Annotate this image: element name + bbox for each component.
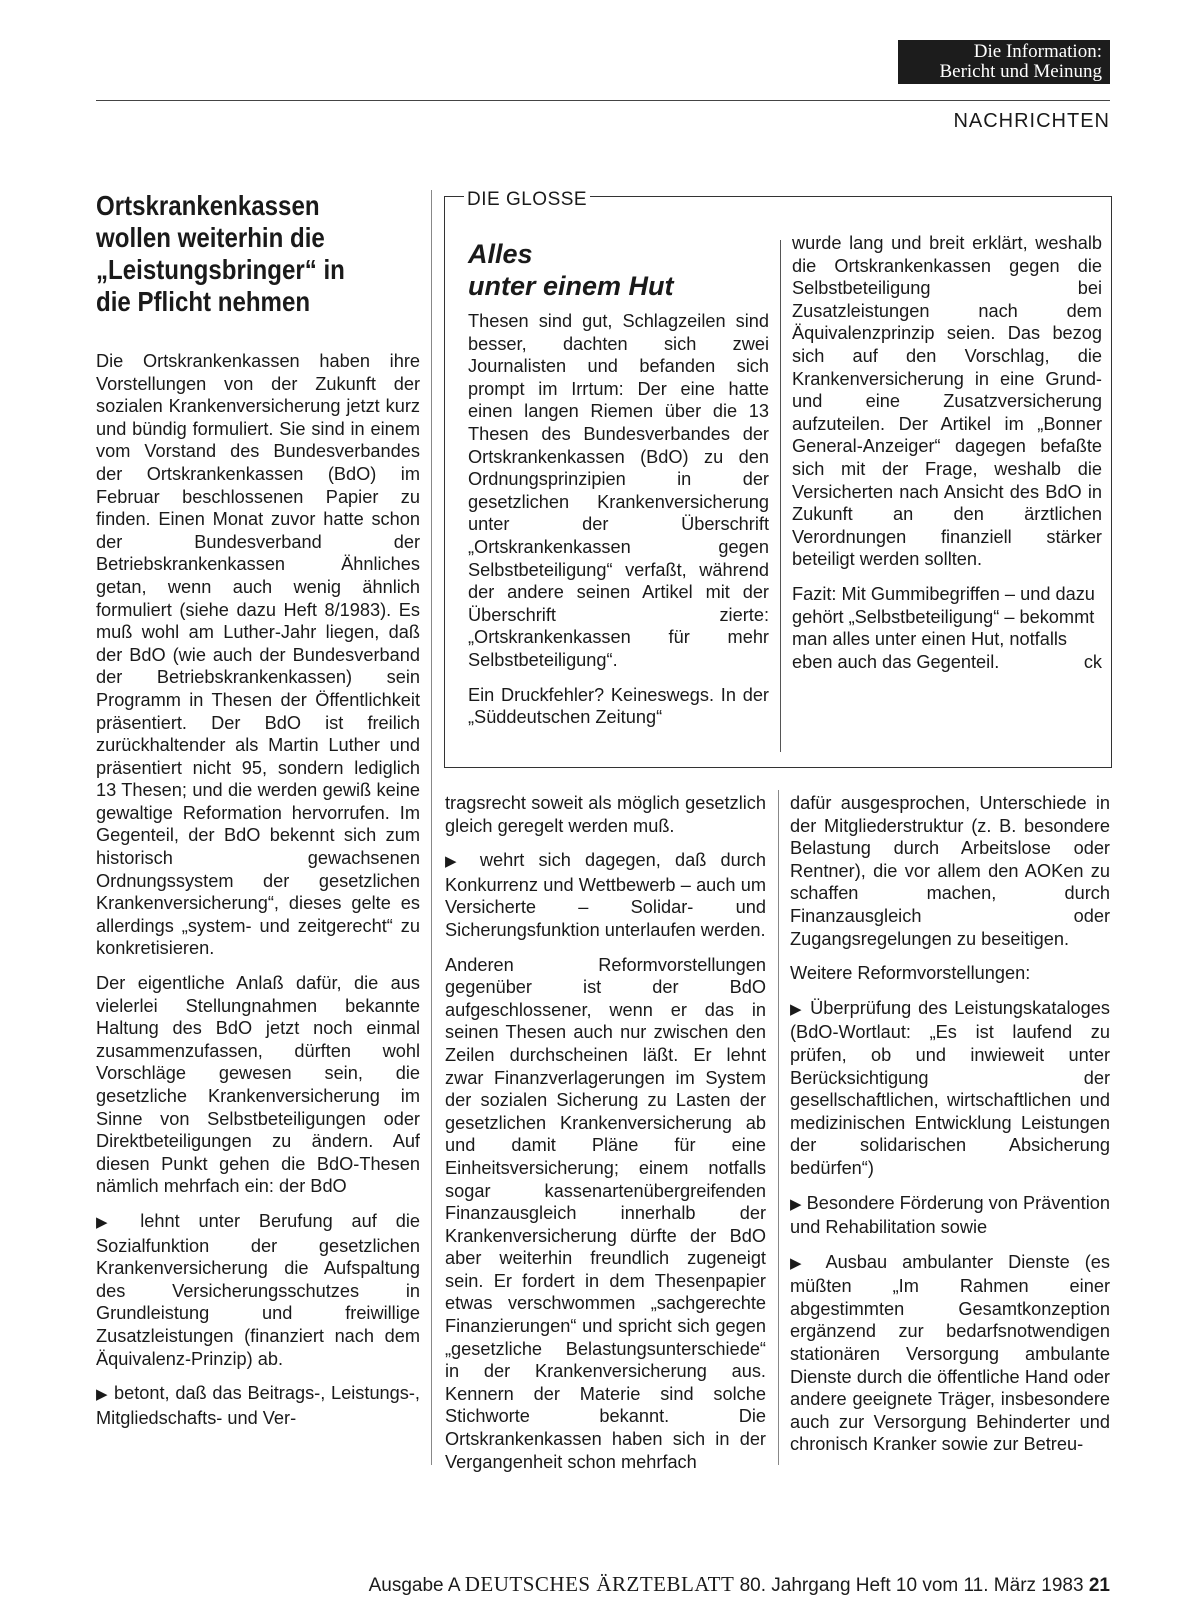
triangle-bullet-icon: ▶ bbox=[790, 1195, 802, 1213]
bullet-paragraph bbox=[790, 997, 1110, 1180]
triangle-bullet-icon: ▶ bbox=[790, 1254, 812, 1272]
bullet-text: lehnt unter Berufung auf die Sozialfunktion der gesetzlichen Krankenversicherung die Aufspaltung des Versicherungsschutzes in Grundleistung und freiwillige Zusatzleistungen (finanziert nach dem Äquivalenz-Prinzip) ab. bbox=[96, 1210, 420, 1369]
triangle-bullet-icon: ▶ bbox=[790, 1000, 804, 1018]
bullet-text: betont, daß das Beitrags-, Leistungs-, Mitgliedschafts- und Ver- bbox=[96, 1383, 420, 1428]
bullet-paragraph bbox=[790, 1251, 1110, 1456]
glosse-paragraph: Thesen sind gut, Schlagzeilen sind besser, dachten sich zwei Journalisten und befanden sich prompt im Irrtum: Der eine hatte einen langen Riemen über die 13 Thesen des Bundesverbandes der Ortskrankenkassen (BdO) zu den Ordnungsprinzipien in der gesetzlichen Krankenversicherung unter der Überschrift „Ortskrankenkassen gegen Selbstbeteiligung“ verfaßt, während der andere seinen Artikel mit der Überschrift zierte: „Ortskrankenkassen für mehr Selbstbeteiligung“. bbox=[468, 311, 769, 670]
triangle-bullet-icon: ▶ bbox=[445, 853, 466, 871]
article-paragraph: Anderen Reformvorstellungen gegenüber ist der BdO aufgeschlossener, wenn er das in seinen Thesen auch nur zwischen den Zeilen durchscheinen läßt. Er lehnt zwar Finanzverlagerungen im System der sozialen Sicherung zu Lasten der gesetzlichen Krankenversicherung ab und damit Pläne für eine Einheitsversicherung; einem notfalls sogar kassenartenübergreifenden Finanzausgleich innerhalb der Krankenversicherung dürfte der BdO aber weiterhin freundlich zugeneigt sein. Er fordert in dem Thesenpapier etwas verschwommen „sachgerechte Finanzierungen“ und spricht sich gegen „gesetzliche Belastungsunterschiede“ in der Krankenversicherung aus. Kennern der Materie sind solche Stichworte bekannt. Die Ortskrankenkassen haben sich in der Vergangenheit schon mehrfach bbox=[445, 954, 766, 1472]
triangle-bullet-icon: ▶ bbox=[96, 1386, 109, 1404]
article-paragraph: Die Ortskrankenkassen haben ihre Vorstellungen von der Zukunft der sozialen Krankenversicherung jetzt kurz und bündig formuliert. Sie sind in einem vom Vorstand des Bundesverbandes der Ortskrankenkassen (BdO) im Februar beschlossenen Papier zu finden. Einen Monat zuvor hatte schon der Bundesverband der Betriebskrankenkassen Ähnliches getan, wenn auch wenig ähnlich formuliert (siehe dazu Heft 8/1983). Es muß wohl am Luther-Jahr liegen, daß der BdO (wie auch der Bundesverband der Betriebskrankenkassen) sein Programm in Thesen der Öffentlichkeit präsentiert. Der BdO ist freilich zurückhaltender als Martin Luther und präsentiert nicht 95, sondern lediglich 13 Thesen; und die werden gewiß keine gewaltige Reformation hervorrufen. Im Gegenteil, der BdO bekennt sich zum historisch gewachsenen Ordnungssystem der gesetzlichen Krankenversicherung“, dieses gelte es allerdings „system- und zeitgerecht“ zu konkretisieren. bbox=[96, 351, 420, 959]
glosse-column-divider bbox=[780, 240, 781, 752]
bullet-text: Besondere Förderung von Prävention und Rehabilitation sowie bbox=[790, 1192, 1110, 1238]
article-paragraph: tragsrecht soweit als möglich gesetzlich gleich geregelt werden muß. bbox=[445, 793, 766, 836]
glosse-title bbox=[468, 238, 674, 302]
glosse-paragraph: wurde lang und breit erklärt, weshalb die Ortskrankenkassen gegen die Selbstbeteiligung bei Zusatzleistungen nach dem Äquivalenzprinzip seien. Das bezog sich auf den Vorschlag, die Krankenversicherung in eine Grund- und eine Zusatzversicherung aufzuteilen. Der Artikel im „Bonner General-Anzeiger“ dagegen befaßte sich mit der Frage, weshalb die Versicherten nach Ansicht des BdO in Zukunft an den ärztlichen Verordnungen finanziell stärker beteiligt werden sollten. bbox=[792, 233, 1102, 570]
article-headline: Ortskrankenkassen wollen weiterhin die „Leistungsbringer“ in die Pflicht nehmen bbox=[96, 190, 345, 317]
page-footer bbox=[305, 1572, 1110, 1597]
footer-issue: 80. Jahrgang Heft 10 vom 11. März 1983 bbox=[739, 1575, 1084, 1596]
article-subheading: Weitere Reformvorstellungen: bbox=[790, 963, 1031, 984]
triangle-bullet-icon: ▶ bbox=[96, 1213, 122, 1231]
bullet-paragraph bbox=[445, 849, 766, 941]
page-number: 21 bbox=[1088, 1575, 1110, 1596]
bullet-paragraph bbox=[790, 1192, 1110, 1239]
article-column-3 bbox=[790, 792, 1110, 1456]
glosse-paragraph: Ein Druckfehler? Keineswegs. In der „Süddeutschen Zeitung“ bbox=[468, 684, 769, 728]
bullet-text: wehrt sich dagegen, daß durch Konkurrenz und Wettbewerb – auch um Versicherte – Solidar- und Sicherungsfunktion unterlaufen werden. bbox=[445, 850, 766, 940]
article-paragraph: Der eigentliche Anlaß dafür, die aus vielerlei Stellungnahmen bekannte Haltung des BdO jetzt noch einmal zusammenzufassen, dürften wohl Vorschläge gewesen sein, die gesetzliche Krankenversicherung im Sinne von Selbstbeteiligungen oder Direktbeteiligungen zu ändern. Auf diesen Punkt gehen die BdO-Thesen nämlich mehrfach ein: der BdO bbox=[96, 973, 420, 1197]
article-column-2 bbox=[445, 792, 766, 1473]
section-label: NACHRICHTEN bbox=[953, 110, 1110, 132]
bullet-paragraph bbox=[96, 1210, 420, 1370]
author-initials: ck bbox=[1083, 651, 1102, 672]
section-badge bbox=[898, 40, 1110, 84]
footer-edition: Ausgabe A bbox=[368, 1575, 460, 1596]
badge-line-1: Die Information: bbox=[973, 41, 1102, 62]
glosse-paragraph bbox=[792, 583, 1102, 673]
glosse-column-1 bbox=[468, 310, 769, 729]
glosse-title-line-1: Alles bbox=[468, 239, 533, 269]
glosse-label: DIE GLOSSE bbox=[464, 189, 590, 211]
glosse-conclusion: Fazit: Mit Gummibegriffen – und dazu gehört „Selbstbeteiligung“ – bekommt man alles unter einen Hut, notfalls eben auch das Gegenteil. bbox=[792, 583, 1095, 672]
glosse-column-2 bbox=[792, 232, 1102, 673]
header-rule bbox=[96, 100, 1110, 101]
footer-journal: DEUTSCHES ÄRZTEBLATT bbox=[464, 1572, 735, 1596]
bullet-text: Überprüfung des Leistungskataloges (BdO-Wortlaut: „Es ist laufend zu prüfen, ob und inwieweit unter Berücksichtigung der gesellschaftlichen, wirtschaftlichen und medizinischen Entwicklung Leistungen der solidarischen Absicherung bedürfen“) bbox=[790, 997, 1110, 1178]
glosse-title-line-2: unter einem Hut bbox=[468, 271, 674, 301]
bullet-text: Ausbau ambulanter Dienste (es müßten „Im Rahmen einer abgestimmten Gesamtkonzeption ergänzend zur bedarfsnotwendigen stationären Versorgung ambulante Dienste durch die öffentliche Hand oder andere geeignete Träger, insbesondere auch zur Versorgung Behinderter und chronisch Kranker sowie zur Betreu- bbox=[790, 1251, 1110, 1455]
column-rule-1 bbox=[431, 190, 432, 1465]
article-paragraph: dafür ausgesprochen, Unterschiede in der Mitgliederstruktur (z. B. besondere Belastung durch Arbeitslose oder Rentner), die vor allem den AOKen zu schaffen machen, durch Finanzausgleich oder Zugangsregelungen zu beseitigen. bbox=[790, 793, 1110, 949]
bullet-paragraph bbox=[96, 1382, 420, 1429]
column-rule-2 bbox=[778, 790, 779, 1465]
article-column-1 bbox=[96, 350, 420, 1429]
badge-line-2: Bericht und Meinung bbox=[939, 61, 1102, 82]
